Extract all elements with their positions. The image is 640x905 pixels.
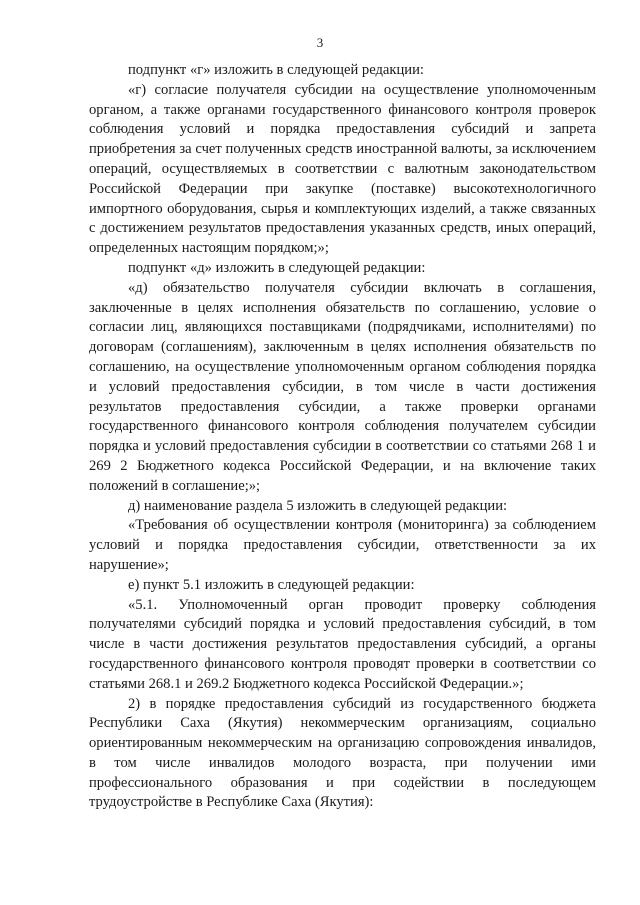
page-number: 3 (316, 35, 324, 50)
paragraph: е) пункт 5.1 изложить в следующей редакции: (128, 576, 415, 593)
paragraph: «Требования об осуществлении контроля (мониторинга) за соблюдением условий и порядка предоставления субсидии, ответственности за их нарушение»; (89, 517, 596, 573)
paragraph: 2) в порядке предоставления субсидий из государственного бюджета Республики Саха (Якутия) некоммерческим организациям, социально ориентированным некоммерческим на организацию сопровождения инвалидов, в том числе инвалидов молодого возраста, при получении ими профессионального образования и при содействии в последующем трудоустройстве в Республике Саха (Якутия): (89, 695, 596, 811)
paragraph: «5.1. Уполномоченный орган проводит проверку соблюдения получателями субсидий порядка и условий предоставления субсидий, в том числе в части достижения результатов предоставления субсидий, а органы государственного финансового контроля проводят проверки в соответствии со статьями 268.1 и 269.2 Бюджетного кодекса Российской Федерации.»; (89, 596, 596, 692)
paragraph: «г) согласие получателя субсидии на осуществление уполномоченным органом, а также органами государственного финансового контроля проверок соблюдения условий и порядка предоставления субсидий и запрета приобретения за счет полученных средств иностранной валюты, за исключением операций, осуществляемых в соответствии с валютным законодательством Российской Федерации при закупке (поставке) высокотехнологичного импортного оборудования, сырья и комплектующих изделий, а также связанных с достижением результатов предоставления указанных средств, иных операций, определенных настоящим порядком;»; (89, 81, 596, 257)
paragraph: д) наименование раздела 5 изложить в следующей редакции: (128, 497, 508, 514)
paragraph: подпункт «г» изложить в следующей редакции: (128, 62, 424, 78)
paragraph: «д) обязательство получателя субсидии включать в соглашения, заключенные в целях исполнения обязательств по соглашению, условие о согласии лиц, являющихся поставщиками (подрядчиками, исполнителями) по договорам (соглашениям), заключенным в целях исполнения обязательств по соглашению, на осуществление уполномоченным органом соблюдения порядка и условий предоставления субсидии, в том числе в части достижения результатов предоставления субсидии, а также проверки органами государственного финансового контроля соблюдения получателем субсидии порядка и условий предоставления субсидии в соответствии со статьями 268 1 и 269 2 Бюджетного кодекса Российской Федерации, и на включение таких положений в соглашение;»; (89, 279, 596, 494)
document-body (89, 61, 596, 813)
paragraph: подпункт «д» изложить в следующей редакции: (128, 259, 426, 276)
